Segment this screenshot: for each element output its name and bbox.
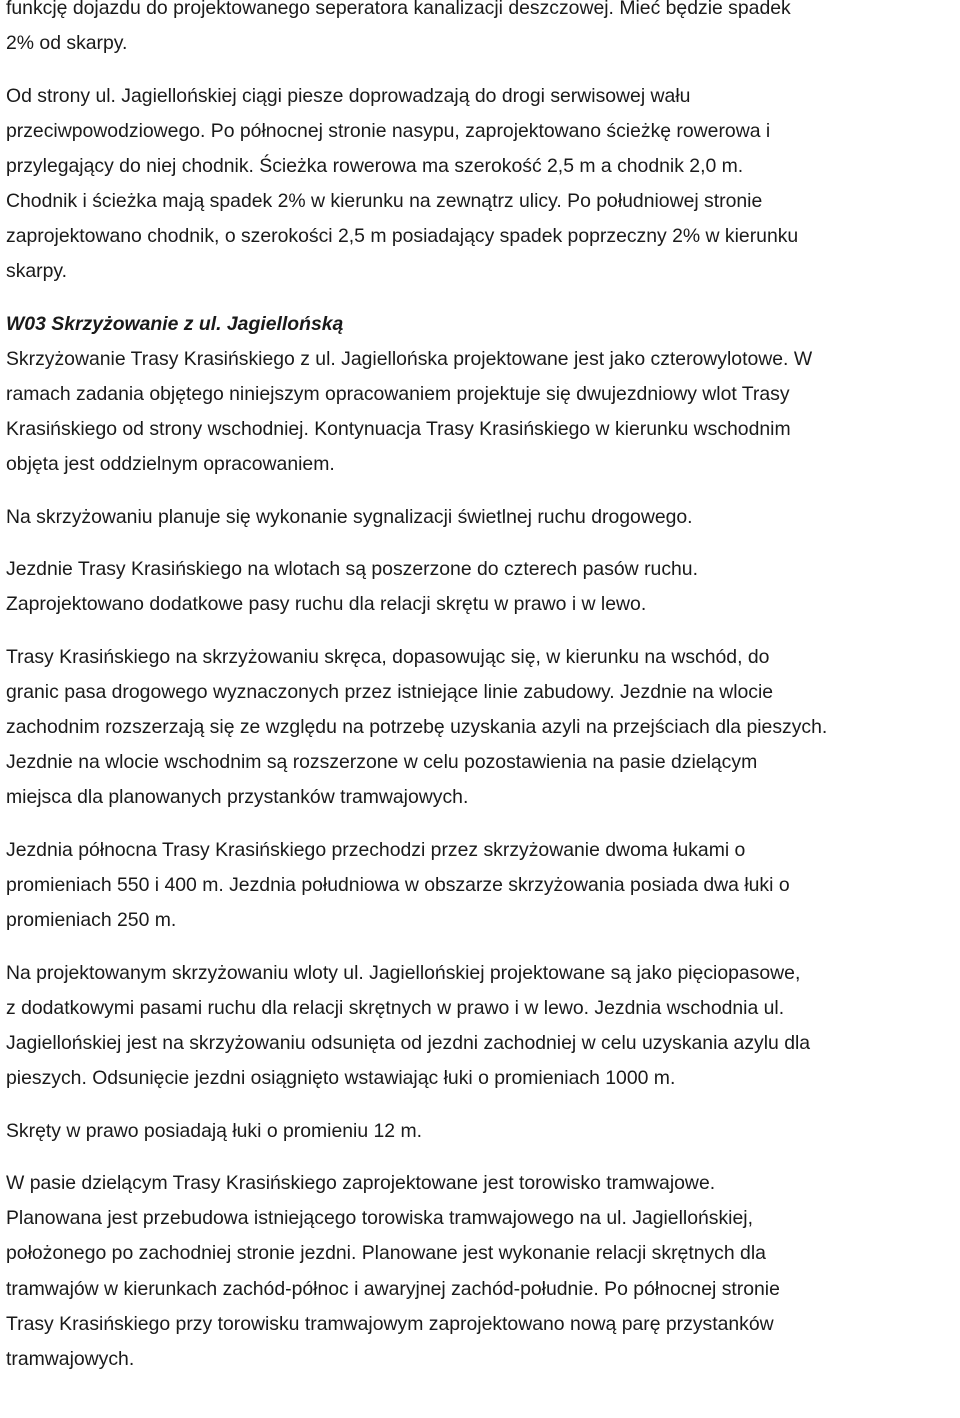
text-line: Krasińskiego od strony wschodniej. Kontynuacja Trasy Krasińskiego w kierunku wschodnim (6, 418, 791, 441)
text-line: ramach zadania objętego niniejszym opracowaniem projektuje się dwujezdniowy wlot Trasy (6, 382, 790, 405)
text-line: zachodnim rozszerzają się ze względu na potrzebę uzyskania azyli na przejściach dla pieszych. (6, 716, 828, 739)
text-line: położonego po zachodniej stronie jezdni. Planowane jest wykonanie relacji skrętnych dla (6, 1242, 766, 1265)
text-line: Trasy Krasińskiego przy torowisku tramwajowym zaprojektowano nową parę przystanków (6, 1312, 774, 1335)
text-line: promieniach 250 m. (6, 909, 177, 932)
text-line: Na skrzyżowaniu planuje się wykonanie sygnalizacji świetlnej ruchu drogowego. (6, 505, 693, 528)
text-line: tramwajów w kierunkach zachód-północ i awaryjnej zachód-południe. Po północnej stronie (6, 1277, 780, 1300)
text-line: z dodatkowymi pasami ruchu dla relacji skrętnych w prawo i w lewo. Jezdnia wschodnia ul. (6, 996, 785, 1019)
text-line: Jezdnie Trasy Krasińskiego na wlotach są poszerzone do czterech pasów ruchu. (6, 558, 698, 581)
text-line: Skrzyżowanie Trasy Krasińskiego z ul. Jagiellońska projektowane jest jako czterowylotowe. W (6, 347, 813, 370)
text-line: miejsca dla planowanych przystanków tramwajowych. (6, 786, 469, 809)
text-line: Od strony ul. Jagiellońskiej ciągi piesze doprowadzają do drogi serwisowej wału (6, 84, 691, 107)
paragraph (6, 79, 958, 290)
text-line: Chodnik i ścieżka mają spadek 2% w kierunku na zewnątrz ulicy. Po południowej stronie (6, 189, 763, 212)
text-line: Jagiellońskiej jest na skrzyżowaniu odsunięta od jezdni zachodniej w celu uzyskania azylu dla (6, 1031, 811, 1054)
text-line: funkcję dojazdu do projektowanego seperatora kanalizacji deszczowej. Mieć będzie spadek (6, 0, 791, 19)
section-body (6, 342, 958, 1377)
text-line: pieszych. Odsunięcie jezdni osiągnięto wstawiając łuki o promieniach 1000 m. (6, 1067, 676, 1090)
text-line: przeciwpowodziowego. Po północnej stronie nasypu, zaprojektowano ścieżkę rowerowa i (6, 119, 771, 142)
text-line: W pasie dzielącym Trasy Krasińskiego zaprojektowane jest torowisko tramwajowe. (6, 1172, 716, 1195)
text-line: Planowana jest przebudowa istniejącego torowiska tramwajowego na ul. Jagiellońskiej, (6, 1207, 753, 1230)
paragraph (6, 500, 958, 535)
paragraph (6, 1114, 958, 1149)
text-line: 2% od skarpy. (6, 32, 128, 55)
paragraph (6, 1166, 958, 1377)
text-line: tramwajowych. (6, 1347, 135, 1370)
text-line: Jezdnie na wlocie wschodnim są rozszerzone w celu pozostawienia na pasie dzielącym (6, 751, 758, 774)
paragraph (6, 342, 958, 482)
text-line: Jezdnia północna Trasy Krasińskiego przechodzi przez skrzyżowanie dwoma łukami o (6, 838, 746, 861)
paragraph (6, 640, 958, 815)
text-line: objęta jest oddzielnym opracowaniem. (6, 453, 335, 476)
document-page (6, 0, 958, 1377)
section-heading: W03 Skrzyżowanie z ul. Jagiellońską (6, 312, 344, 335)
text-line: zaprojektowano chodnik, o szerokości 2,5 m posiadający spadek poprzeczny 2% w kierunku (6, 225, 799, 248)
paragraph (6, 833, 958, 938)
text-line: Na projektowanym skrzyżowaniu wloty ul. Jagiellońskiej projektowane są jako pięciopasowe, (6, 961, 801, 984)
text-line: Zaprojektowano dodatkowe pasy ruchu dla relacji skrętu w prawo i w lewo. (6, 593, 647, 616)
text-line: przylegający do niej chodnik. Ścieżka rowerowa ma szerokość 2,5 m a chodnik 2,0 m. (6, 154, 744, 177)
text-line: Skręty w prawo posiadają łuki o promieniu 12 m. (6, 1119, 423, 1142)
text-line: promieniach 550 i 400 m. Jezdnia południowa w obszarze skrzyżowania posiada dwa łuki o (6, 874, 790, 897)
text-line: Trasy Krasińskiego na skrzyżowaniu skręca, dopasowując się, w kierunku na wschód, do (6, 646, 770, 668)
text-line: granic pasa drogowego wyznaczonych przez istniejące linie zabudowy. Jezdnie na wlocie (6, 681, 774, 704)
paragraph (6, 956, 958, 1096)
intro-section (6, 0, 958, 289)
paragraph (6, 552, 958, 622)
paragraph (6, 0, 958, 61)
text-line: skarpy. (6, 260, 68, 283)
